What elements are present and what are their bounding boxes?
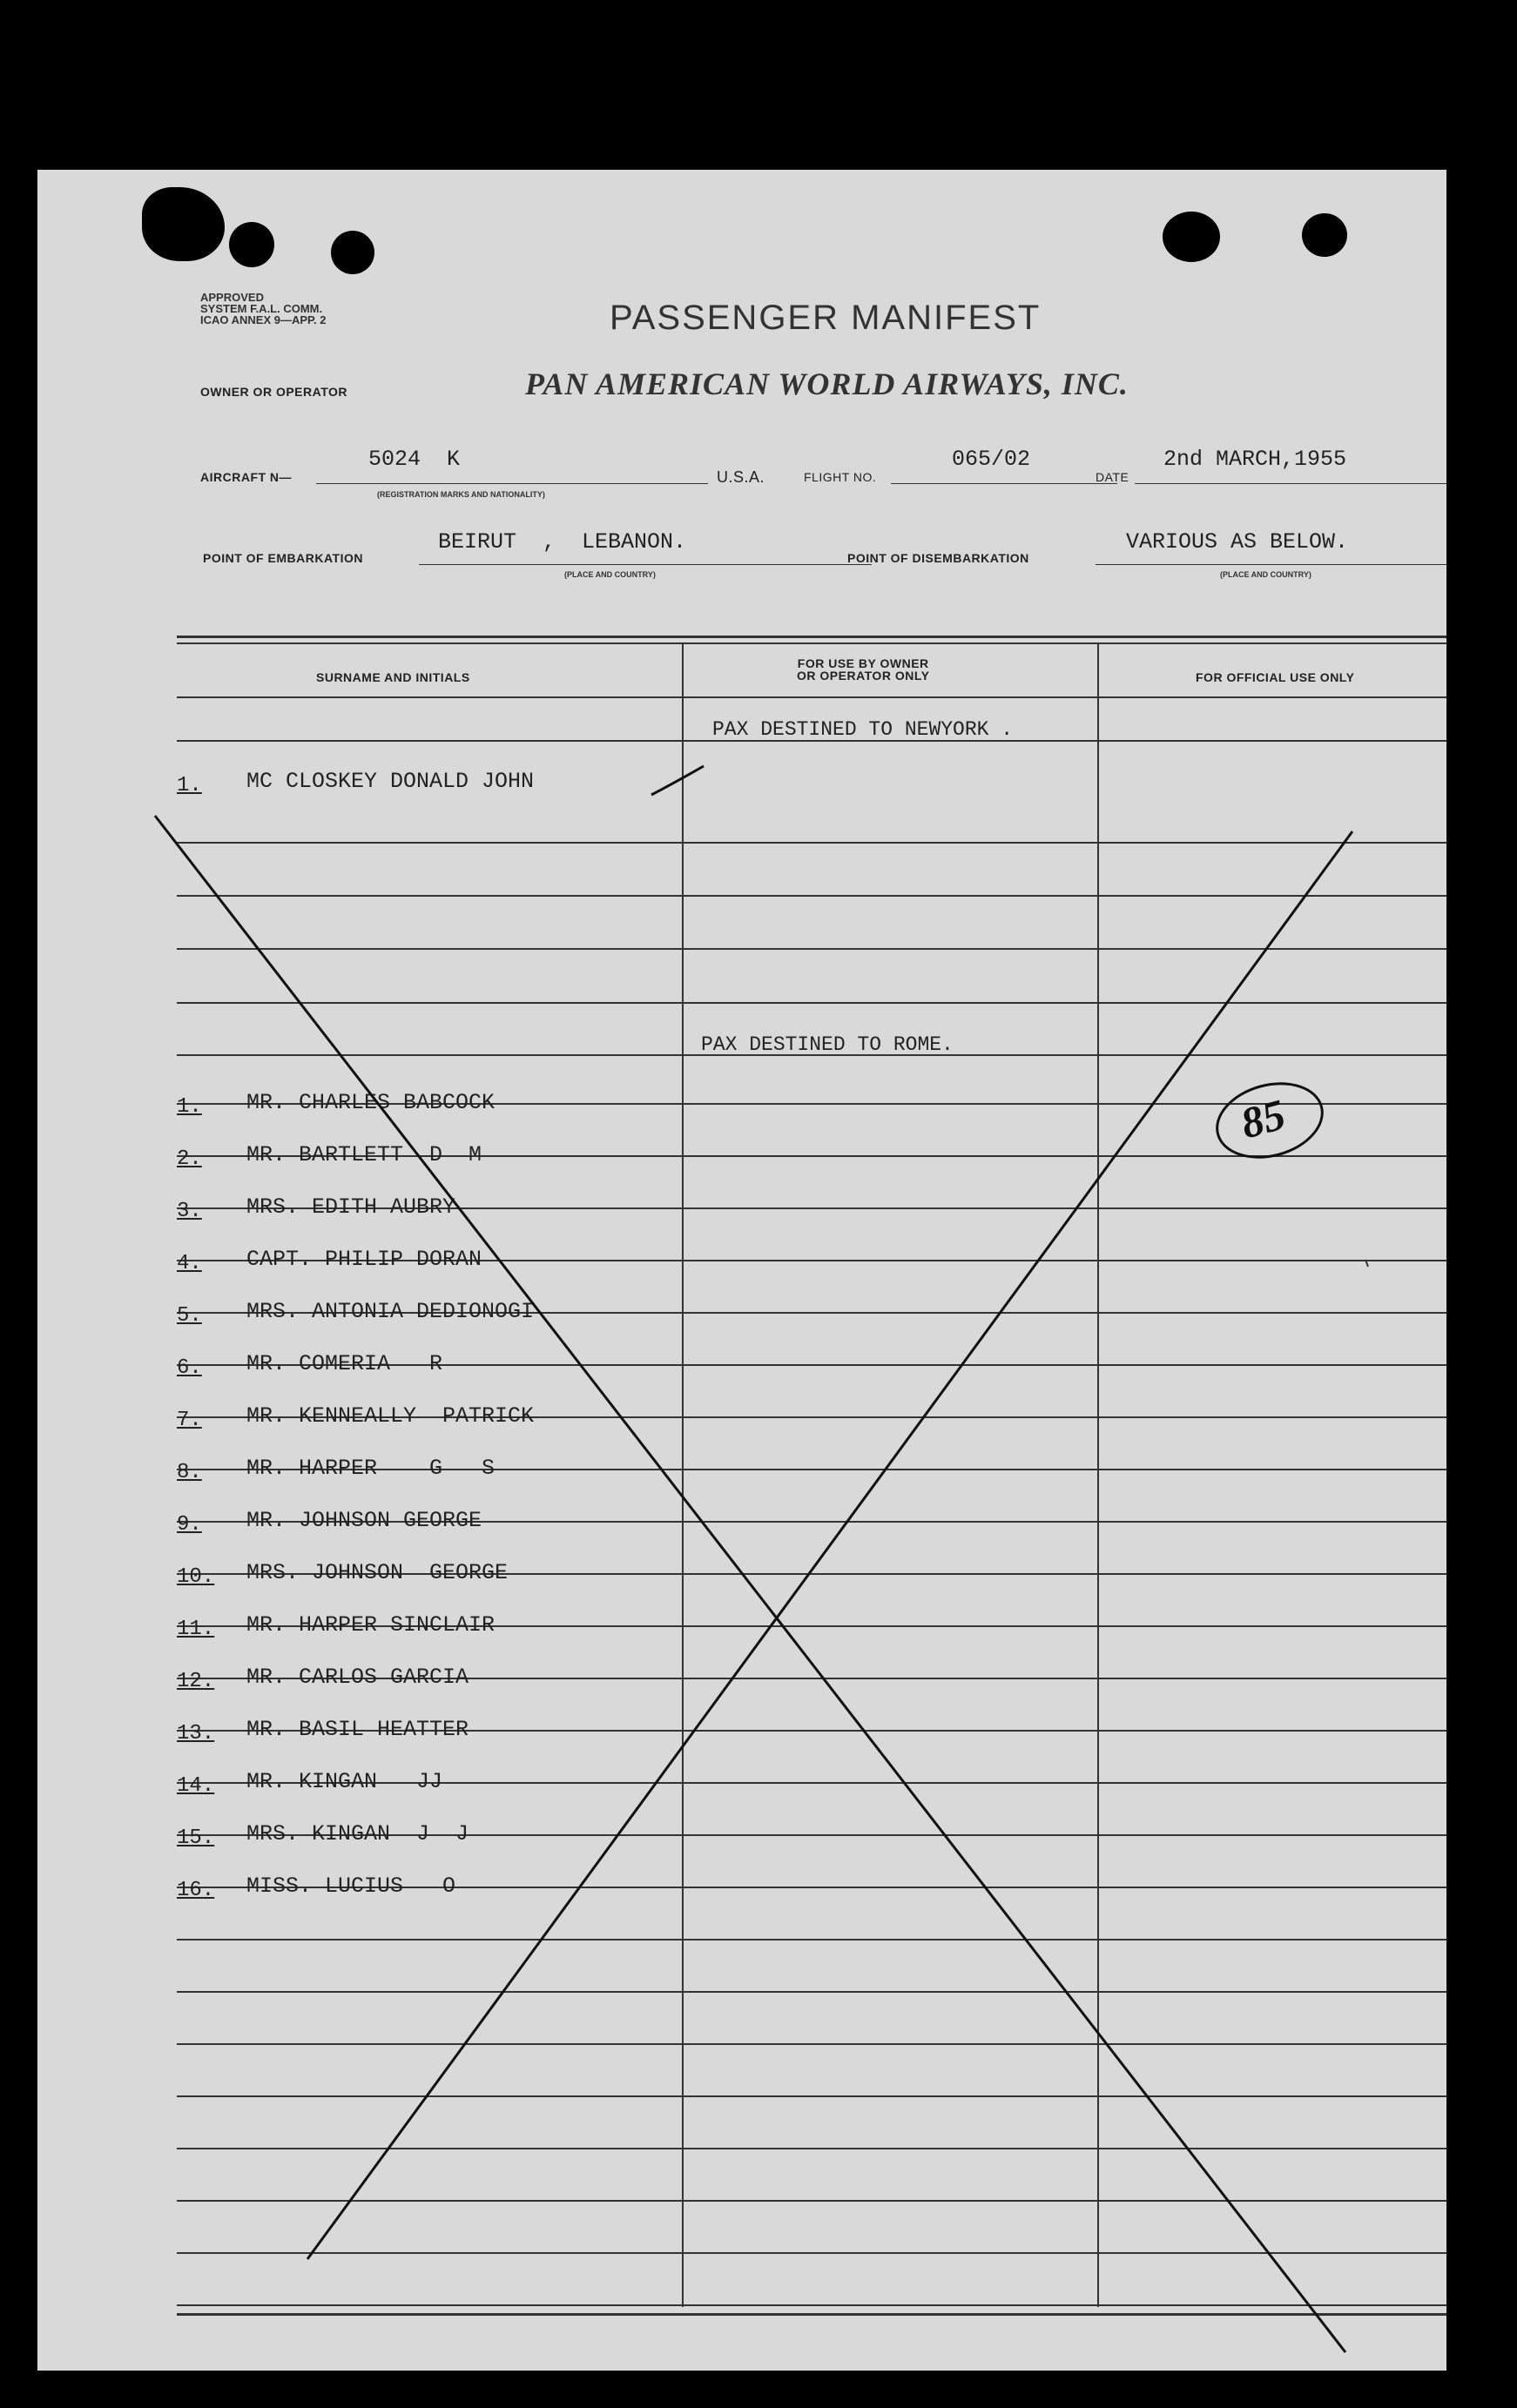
check-stroke bbox=[651, 766, 704, 795]
passenger-name: MR. HARPER G S bbox=[246, 1456, 496, 1481]
passenger-name: MRS. EDITH AUBRY bbox=[246, 1194, 456, 1220]
row-number: 8. bbox=[177, 1461, 202, 1484]
approval-note: APPROVED SYSTEM F.A.L. COMM. ICAO ANNEX 9—APP. 2 bbox=[200, 291, 327, 326]
row-number: 2. bbox=[177, 1147, 202, 1171]
row-number: 4. bbox=[177, 1252, 202, 1275]
passenger-name: MR. BASIL HEATTER bbox=[246, 1717, 469, 1742]
date-label: DATE bbox=[1096, 470, 1129, 484]
passenger-name: MR. COMERIA R bbox=[246, 1351, 443, 1376]
row-number: 14. bbox=[177, 1774, 215, 1798]
usa-label: U.S.A. bbox=[717, 468, 765, 486]
row-number: 3. bbox=[177, 1200, 202, 1223]
flight-number: 065/02 bbox=[952, 447, 1031, 472]
column-header-owner-use: FOR USE BY OWNER OR OPERATOR ONLY bbox=[797, 656, 930, 683]
row-number: 5. bbox=[177, 1304, 202, 1328]
passenger-name: MR. JOHNSON GEORGE bbox=[246, 1508, 482, 1533]
disembark-label: POINT OF DISEMBARKATION bbox=[847, 551, 1029, 565]
column-header-surname: SURNAME AND INITIALS bbox=[316, 670, 470, 684]
page-title: PASSENGER MANIFEST bbox=[610, 299, 1042, 337]
passenger-name: MR. BARTLETT D M bbox=[246, 1142, 482, 1167]
row-number: 1. bbox=[177, 774, 202, 797]
row-number: 13. bbox=[177, 1722, 215, 1745]
passenger-name: CAPT. PHILIP DORAN bbox=[246, 1247, 482, 1272]
note-newyork: PAX DESTINED TO NEWYORK . bbox=[712, 718, 1014, 741]
row-number: 12. bbox=[177, 1670, 215, 1693]
cross-out-mark bbox=[37, 170, 1446, 2371]
passenger-name: MRS. KINGAN J J bbox=[246, 1821, 469, 1846]
row-number: 15. bbox=[177, 1826, 215, 1850]
passenger-name: MRS. JOHNSON GEORGE bbox=[246, 1560, 509, 1585]
registration-caption: (REGISTRATION MARKS AND NATIONALITY) bbox=[377, 490, 545, 499]
owner-label: OWNER OR OPERATOR bbox=[200, 385, 347, 399]
place-caption-2: (PLACE AND COUNTRY) bbox=[1220, 570, 1311, 579]
passenger-name: MR. CARLOS GARCIA bbox=[246, 1665, 469, 1690]
passenger-name: MR. CHARLES BABCOCK bbox=[246, 1090, 496, 1115]
passenger-name: MR. KINGAN JJ bbox=[246, 1769, 443, 1794]
row-number: 7. bbox=[177, 1409, 202, 1432]
row-number: 10. bbox=[177, 1565, 215, 1589]
embark-value: BEIRUT , LEBANON. bbox=[438, 529, 687, 555]
date-value: 2nd MARCH,1955 bbox=[1163, 447, 1347, 472]
aircraft-value: 5024 K bbox=[368, 447, 461, 472]
passenger-name: MR. HARPER SINCLAIR bbox=[246, 1612, 496, 1638]
column-header-official-use: FOR OFFICIAL USE ONLY bbox=[1196, 670, 1355, 684]
stamp-number: 85 bbox=[1235, 1089, 1291, 1148]
row-number: 9. bbox=[177, 1513, 202, 1537]
embark-label: POINT OF EMBARKATION bbox=[203, 551, 363, 565]
flight-label: FLIGHT NO. bbox=[804, 470, 877, 484]
row-number: 16. bbox=[177, 1879, 215, 1902]
row-number: 6. bbox=[177, 1356, 202, 1380]
passenger-name: MRS. ANTONIA DEDIONOGI bbox=[246, 1299, 535, 1324]
manifest-sheet bbox=[37, 170, 1446, 2371]
disembark-value: VARIOUS AS BELOW. bbox=[1126, 529, 1349, 555]
place-caption: (PLACE AND COUNTRY) bbox=[564, 570, 656, 579]
aircraft-label: AIRCRAFT N— bbox=[200, 470, 293, 484]
row-number: 11. bbox=[177, 1618, 215, 1641]
note-rome: PAX DESTINED TO ROME. bbox=[701, 1033, 954, 1056]
passenger-name: MC CLOSKEY DONALD JOHN bbox=[246, 769, 535, 794]
passenger-name: MISS. LUCIUS O bbox=[246, 1873, 456, 1899]
passenger-name: MR. KENNEALLY PATRICK bbox=[246, 1403, 535, 1429]
airline-name: PAN AMERICAN WORLD AIRWAYS, INC. bbox=[525, 367, 1129, 401]
row-number: 1. bbox=[177, 1095, 202, 1119]
